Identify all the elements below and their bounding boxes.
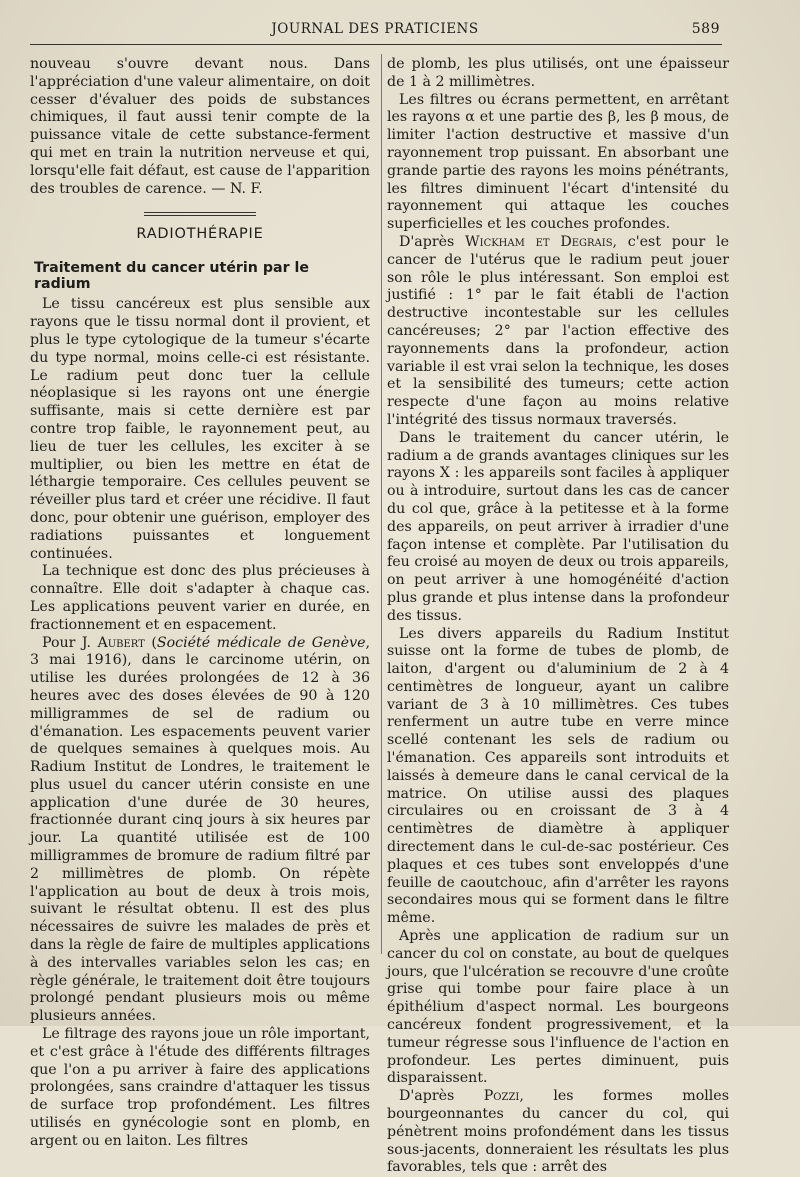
section-separator — [144, 212, 256, 216]
text-run: D'après — [399, 1088, 484, 1105]
paragraph: Les filtres ou écrans permettent, en arrêtant les rayons α et une partie des β, les β mous, de limiter l'action destructive et massive d'un rayonnement trop puissant. En absorbant une grande partie des rayons les moins pénétrants, les filtres diminuent l'écart d'intensité du rayonnement qui attaque les couches superficielles et les couches profondes. — [387, 91, 729, 233]
journal-reference: Société médicale de Genève — [156, 634, 366, 651]
text-run: , les formes molles bourgeonnantes du cancer du col, qui pénètrent moins profondément dans les tissus sous-jacents, donneraient les résultats les plus favorables, tels que : arrêt des — [387, 1088, 729, 1176]
section-title: RADIOTHÉRAPIE — [136, 226, 264, 243]
paragraph — [387, 234, 729, 430]
text-run: , c'est pour le cancer de l'utérus que le radium peut jouer son rôle le plus intéressant. Son emploi est justifié : 1° par le fait établi de l'action destructive incontestable sur les cellules cancéreuses; 2° par l'action effective des rayonnements dans la profondeur, action variable il est vrai selon la technique, les doses et la sensibilité des tumeurs; cette action respecte d'une façon au moins relative l'intégrité des tissus normaux traversés. — [387, 233, 729, 428]
article-title: Traitement du cancer utérin par le radium — [34, 260, 309, 293]
paragraph: La technique est donc des plus précieuses à connaître. Elle doit s'adapter à chaque cas. Les applications peuvent varier en durée, en fractionnement et en espacement. — [30, 563, 370, 633]
header-rule — [30, 44, 722, 45]
paragraph: Le filtrage des rayons joue un rôle important, et c'est grâce à l'étude des différents filtrages que l'on a pu arriver à faire des applications prolongées, sans craindre d'attaquer les tissus de surface trop profondément. Les filtres utilisés en gynécologie sont en plomb, en argent ou en laiton. Les filtres — [30, 1026, 370, 1149]
left-column — [30, 56, 370, 1151]
text-run: Pour J. — [42, 634, 98, 651]
paragraph: Le tissu cancéreux est plus sensible aux rayons que le tissu normal dont il provient, et plus le type cytologique de la tumeur s'écarte du type normal, moins celle-ci est résistante. Le radium peut donc tuer la cellule néoplasique si les rayons ont une énergie suffisante, mais si cette dernière est par contre trop faible, le rayonnement peut, au lieu de tuer les cellules, les exciter à se multiplier, ou bien les mettre en état de léthargie temporaire. Ces cellules peuvent se réveiller plus tard et créer une récidive. Il faut donc, pour obtenir une guérison, employer des radiations puissantes et longuement continuées. — [30, 296, 370, 562]
paragraph: de plomb, les plus utilisés, ont une épaisseur de 1 à 2 millimètres. — [387, 56, 729, 90]
author-name: Wickham et Degrais — [465, 233, 613, 250]
text-run: D'après — [399, 233, 466, 250]
author-name: Pozzi — [483, 1088, 520, 1105]
journal-title: JOURNAL DES PRATICIENS — [271, 21, 479, 37]
author-name: Aubert — [97, 634, 145, 651]
running-header — [30, 18, 720, 40]
column-divider — [381, 54, 382, 954]
paragraph: Après une application de radium sur un cancer du col on constate, au bout de quelques jours, que l'ulcération se recouvre d'une croûte grise qui tombe pour faire place à un épithélium d'aspect normal. Les bourgeons cancéreux fondent progressivement, et la tumeur régresse sous l'influence de l'action en profondeur. Les pertes diminuent, puis disparaissent. — [387, 928, 729, 1087]
paragraph — [387, 1088, 729, 1177]
page-number: 589 — [691, 21, 720, 37]
text-run: ( — [144, 634, 157, 651]
right-column — [387, 56, 729, 1177]
text-run: , 3 mai 1916), dans le carcinome utérin, on utilise les durées prolongées de 12 à 36 heures avec des doses élevées de 90 à 120 milligrammes de sel de radium ou d'émanation. Les espacements peuvent varier de quelques semaines à quelques mois. Au Radium Institut de Londres, le traitement le plus usuel du cancer utérin consiste en une application d'une durée de 30 heures, fractionnée durant cinq jours à six heures par jour. La quantité utilisée est de 100 milligrammes de bromure de radium filtré par 2 millimètres de plomb. On répète l'application au bout de deux à trois mois, suivant le résultat obtenu. Il est des plus nécessaires de suivre les malades de près et dans la règle de faire de multiples applications à des intervalles variables selon les cas; en règle générale, le traitement doit être toujours prolongé pendant plusieurs mois ou même plusieurs années. — [30, 634, 370, 1025]
paragraph: nouveau s'ouvre devant nous. Dans l'appréciation d'une valeur alimentaire, on doit cesser d'évaluer des poids de substances chimiques, il faut aussi tenir compte de la puissance vitale de cette substance-ferment qui met en train la nutrition nerveuse et qui, lorsqu'elle fait défaut, est cause de l'apparition des troubles de carence. — N. F. — [30, 56, 370, 197]
paragraph — [30, 635, 370, 1027]
paragraph: Les divers appareils du Radium Institut suisse ont la forme de tubes de plomb, de laiton, d'argent ou d'aluminium de 2 à 4 centimètres de longueur, ayant un calibre variant de 3 à 10 millimètres. Ces tubes renferment un autre tube en verre mince scellé contenant les sels de radium ou l'émanation. Ces appareils sont introduits et laissés à demeure dans le canal cervical de la matrice. On utilise aussi des plaques circulaires ou en croissant de 3 à 4 centimètres de diamètre à appliquer directement dans le cul-de-sac postérieur. Ces plaques et ces tubes sont enveloppés d'une feuille de caoutchouc, afin d'arrêter les rayons secondaires mous qui se forment dans le filtre même. — [387, 625, 729, 927]
paragraph: Dans le traitement du cancer utérin, le radium a de grands avantages cliniques sur les rayons X : les appareils sont faciles à appliquer ou à introduire, surtout dans les cas de cancer du col que, grâce à la petitesse et à la forme des appareils, on peut arriver à irradier d'une façon intense et complète. Par l'utilisation du feu croisé au moyen de deux ou trois appareils, on peut arriver à une homogénéité d'action plus grande et plus intense dans la profondeur des tissus. — [387, 429, 729, 624]
